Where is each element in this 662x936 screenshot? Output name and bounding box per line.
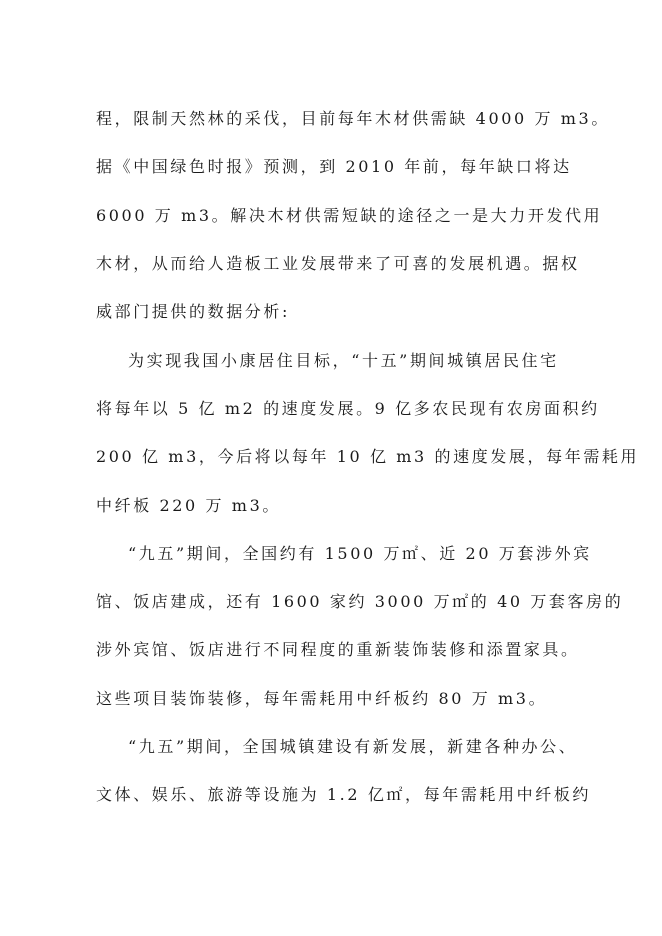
text-line: 涉外宾馆、饭店进行不同程度的重新装饰装修和添置家具。 <box>96 640 580 659</box>
text-line: 威部门提供的数据分析: <box>96 302 290 321</box>
text-line: 馆、饭店建成，还有 1600 家约 3000 万㎡的 40 万套客房的 <box>96 592 624 611</box>
text-line: 中纤板 220 万 m3。 <box>96 496 281 515</box>
paragraph-first-line: “九五”期间，全国城镇建设有新发展，新建各种办公、 <box>128 737 578 756</box>
text-line: 据《中国绿色时报》预测，到 2010 年前，每年缺口将达 <box>96 157 572 176</box>
text-line: 200 亿 m3，今后将以每年 10 亿 m3 的速度发展，每年需耗用 <box>96 447 640 466</box>
text-line: 6000 万 m3。解决木材供需短缺的途径之一是大力开发代用 <box>96 206 603 225</box>
paragraph-first-line: “九五”期间，全国约有 1500 万㎡、近 20 万套涉外宾 <box>128 544 592 563</box>
text-line: 文体、娱乐、旅游等设施为 1.2 亿㎡，每年需耗用中纤板约 <box>96 785 592 804</box>
paragraph-first-line: 为实现我国小康居住目标，“十五”期间城镇居民住宅 <box>128 351 559 370</box>
text-line: 这些项目装饰装修，每年需耗用中纤板约 80 万 m3。 <box>96 689 548 708</box>
text-line: 木材，从而给人造板工业发展带来了可喜的发展机遇。据权 <box>96 254 580 273</box>
text-line: 将每年以 5 亿 m2 的速度发展。9 亿多农民现有农房面积约 <box>96 399 600 418</box>
text-line: 程，限制天然林的采伐，目前每年木材供需缺 4000 万 m3。 <box>96 109 610 128</box>
